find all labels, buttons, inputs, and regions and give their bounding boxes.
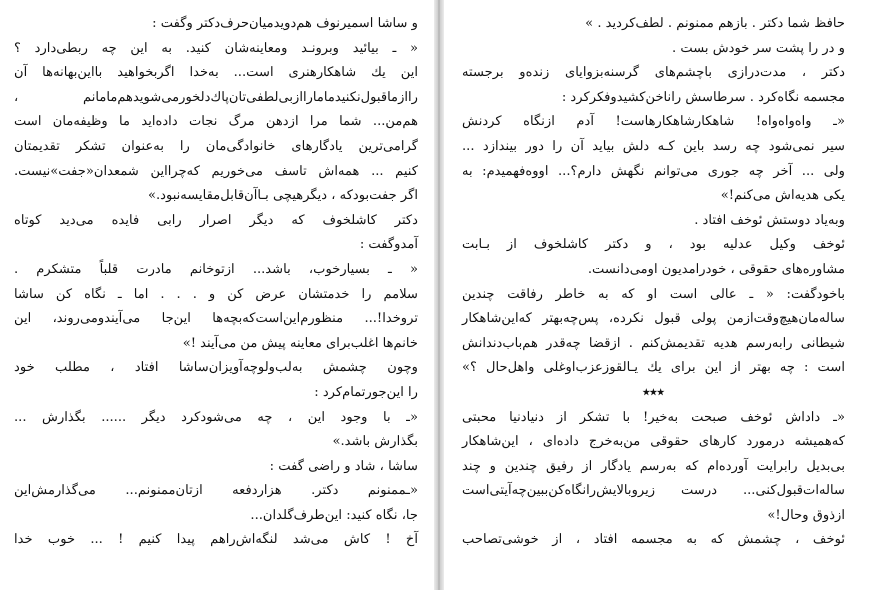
text-line: این یك شاهکارهنری است... به‌خدا اگر‌بخواهید بااین‌بهانه‌ها آن: [14, 65, 418, 81]
text-line: باخودگفت: « ـ عالی است او که به خاطر رفاقت چندین: [462, 286, 845, 302]
text-line: بگذارش باشد.»: [332, 434, 418, 450]
text-line: ئوخف ، چشمش که به مجسمه افتاد ، از خوشی‌تصاحب: [462, 532, 845, 548]
text-line: «ـ داداش ئوخف صبحت به‌خیر! با تشکر از دنیادنیا محبتی: [462, 409, 845, 425]
text-line: را این‌جورتمام‌کرد :: [314, 384, 418, 400]
text-line: بی‌بدیل رابرایت آورده‌ام که به‌رسم یادگار از رفیق چندین و چند: [462, 458, 845, 474]
text-line: ئوخف وکیل عدلیه بود ، و دکتر کاشلخوف از بـابت: [462, 237, 845, 253]
text-line: شیطانی رابه‌رسم هدیه تقدیمش‌کنم . ازقضا چه‌قدر هم‌باب‌دندانش: [462, 335, 845, 351]
text-line: رااز‌ماقبول‌نکنید‌ما‌مارا‌از‌بی‌لطفی‌تان‌پاك‌دلخور‌می‌شوید‌هم‌مامانم ،: [14, 89, 418, 105]
text-line: کنیم ... همه‌اش تاسف می‌خوریم که‌چرااین شمعدان«جفت»نیست.: [14, 163, 418, 179]
text-line: دکتر کاشلخوف که دیگر اصرار رابی فایده می‌دید کوتاه: [14, 212, 418, 228]
text-line: « ـ بسیارخوب، باشد... ازتوخانم مادرت قلباً متشکرم .: [14, 261, 418, 277]
text-line: وبه‌یاد دوستش ئوخف افتاد .: [694, 212, 845, 228]
right-page: [444, 0, 875, 590]
text-line: است : چه بهتر از این برای یك یـالقوز‌عزب‌اوغلی واهل‌حال ؟»: [462, 360, 845, 376]
text-line: هم‌من... شما مرا ازدهن مرگ نجات داده‌اید ما وظیفه‌مان است: [14, 114, 418, 130]
text-line: حافظ شما دکتر . بازهم ممنونم . لطف‌کردید . »: [585, 16, 845, 31]
text-line: آمدوگفت :: [359, 237, 418, 253]
text-line: « ـ بیائید وبرونـد ومعاینه‌شان کنید. به این چه ربطی‌دارد ؟: [14, 40, 418, 56]
left-page: [0, 0, 434, 590]
text-line: ساشا ، شاد و راضی گفت :: [269, 458, 418, 474]
text-line: یکی هدیه‌اش می‌کنم!»: [720, 188, 845, 204]
section-separator: ٭٭٭: [642, 384, 665, 400]
text-line: و در را پشت سر خودش بست .: [672, 40, 845, 56]
text-line: سیر نمی‌شود چه رسد باین کـه دلش بیاید آن را دور بیندازد ...: [462, 138, 845, 154]
text-line: مشاوره‌های حقوقی ، خودرا‌مدیون او‌می‌دانست.: [587, 261, 845, 277]
text-line: تروخدا!... منظورم‌این‌است‌که‌بچه‌ها این‌جا می‌آیند‌و‌می‌روند‌، این: [14, 311, 418, 327]
text-line: جا، نگاه کنید: این‌طرف‌گلدان...: [250, 507, 418, 523]
text-line: و ساشا اسمیرنوف هم‌دویدمیان‌حرف‌دکتر وگفت :: [152, 16, 418, 31]
text-line: ولی ... آخر چه جوری می‌توانم نگهش دارم؟... اووه‌فهمیدم: به: [462, 163, 845, 179]
book-gutter: [434, 0, 444, 590]
text-line: دکتر ، مدت‌درازی باچشم‌های گرسنه‌بزوایای زنده‌و برجسته: [462, 65, 845, 81]
text-line: ساله‌ات‌قبول‌کنی... درست زیروبالایش‌رانگاه‌کن‌ببین‌چه‌آیتی‌است: [462, 483, 845, 499]
text-line: خانم‌ها اغلب‌برای معاینه پیش من می‌آیند !»: [182, 335, 418, 351]
text-line: «ـ واه‌واه‌واه! شاهکار‌شاهکار‌هاست! آدم ازنگاه کردنش: [462, 114, 845, 130]
text-line: «ـ با وجود این ، چه می‌شودکرد دیگر ...... بگذارش ...: [14, 409, 418, 425]
text-line: آخ ! کاش می‌شد لنگه‌اش‌راهم پیدا کنیم ! ... خوب خدا: [14, 532, 418, 548]
text-line: وچون چشمش به‌لب‌ولوچه‌آویزان‌ساشا افتاد ، مطلب خود: [14, 360, 418, 376]
text-line: «ـممنونم دکتر. هزاردفعه ازتان‌ممنونم... می‌گذارمش‌این: [14, 483, 418, 499]
text-line: که‌همیشه درمورد کارهای حقوقی من‌به‌خرج داده‌ای ، این‌شاهکار: [462, 434, 845, 450]
text-line: ازذوق وحال!»: [767, 507, 845, 523]
text-line: ساله‌مان‌هیچ‌وقت‌ازمن پولی قبول نکرده، پس‌چه‌بهتر که‌این‌شاهکار: [462, 311, 845, 327]
text-line: مجسمه نگاه‌کرد . سرطاسش راناخن‌کشیدوفکرکرد :: [561, 89, 845, 105]
text-line: اگر جفت‌بودکه ، دیگر‌هیچی بـا‌آن‌قابل‌مقایسه‌نبود.»: [147, 188, 418, 204]
text-line: سلامم را خدمتشان عرض کن و . . . اما ـ نگاه کن ساشا: [14, 286, 418, 302]
text-line: گرامی‌ترین یادگارهای خانوادگی‌مان را به‌عنوان تشکر تقدیمتان: [14, 138, 418, 154]
